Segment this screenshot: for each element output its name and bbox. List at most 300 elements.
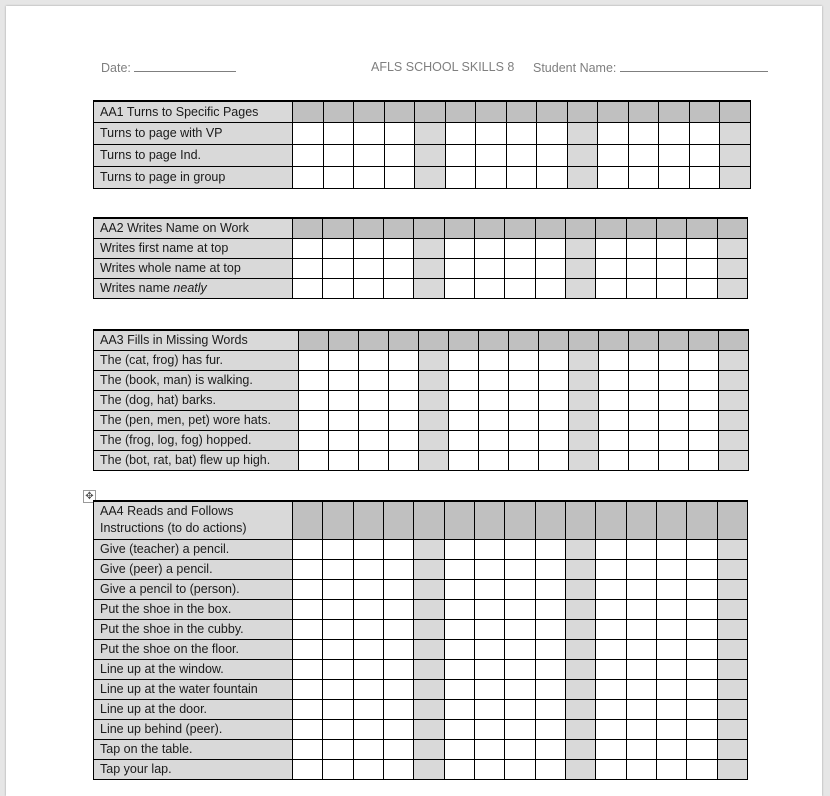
score-cell[interactable]: [626, 739, 656, 759]
score-cell[interactable]: [414, 238, 444, 258]
score-cell[interactable]: [445, 122, 476, 144]
score-cell[interactable]: [384, 619, 414, 639]
score-cell[interactable]: [719, 350, 749, 370]
score-cell[interactable]: [415, 144, 446, 166]
score-cell[interactable]: [565, 739, 595, 759]
score-cell[interactable]: [535, 639, 565, 659]
score-cell[interactable]: [444, 659, 474, 679]
score-cell[interactable]: [475, 258, 505, 278]
score-cell[interactable]: [353, 719, 383, 739]
score-cell[interactable]: [354, 166, 385, 188]
score-cell[interactable]: [539, 370, 569, 390]
score-cell[interactable]: [475, 639, 505, 659]
score-cell[interactable]: [628, 166, 659, 188]
score-cell[interactable]: [353, 639, 383, 659]
score-cell[interactable]: [659, 410, 689, 430]
score-cell[interactable]: [449, 370, 479, 390]
score-cell[interactable]: [479, 370, 509, 390]
score-cell[interactable]: [656, 599, 686, 619]
score-cell[interactable]: [293, 739, 323, 759]
score-cell[interactable]: [569, 430, 599, 450]
score-cell[interactable]: [353, 599, 383, 619]
score-cell[interactable]: [599, 390, 629, 410]
score-cell[interactable]: [689, 350, 719, 370]
score-cell[interactable]: [444, 238, 474, 258]
score-cell[interactable]: [539, 450, 569, 470]
score-cell[interactable]: [505, 278, 535, 298]
score-cell[interactable]: [569, 350, 599, 370]
score-cell[interactable]: [659, 430, 689, 450]
score-cell[interactable]: [565, 719, 595, 739]
score-cell[interactable]: [656, 739, 686, 759]
score-cell[interactable]: [687, 639, 717, 659]
score-cell[interactable]: [354, 144, 385, 166]
score-cell[interactable]: [384, 679, 414, 699]
score-cell[interactable]: [535, 539, 565, 559]
score-cell[interactable]: [535, 258, 565, 278]
score-cell[interactable]: [353, 699, 383, 719]
score-cell[interactable]: [596, 599, 626, 619]
score-cell[interactable]: [389, 410, 419, 430]
score-cell[interactable]: [687, 619, 717, 639]
score-cell[interactable]: [719, 430, 749, 450]
score-cell[interactable]: [389, 450, 419, 470]
score-cell[interactable]: [476, 122, 507, 144]
score-cell[interactable]: [323, 739, 353, 759]
score-cell[interactable]: [656, 559, 686, 579]
score-cell[interactable]: [596, 258, 626, 278]
score-cell[interactable]: [445, 166, 476, 188]
score-cell[interactable]: [717, 739, 748, 759]
score-cell[interactable]: [689, 122, 720, 144]
score-cell[interactable]: [539, 390, 569, 410]
score-cell[interactable]: [359, 430, 389, 450]
score-cell[interactable]: [299, 350, 329, 370]
score-cell[interactable]: [444, 278, 474, 298]
score-cell[interactable]: [389, 350, 419, 370]
score-cell[interactable]: [475, 278, 505, 298]
score-cell[interactable]: [626, 759, 656, 779]
score-cell[interactable]: [293, 679, 323, 699]
score-cell[interactable]: [565, 659, 595, 679]
score-cell[interactable]: [537, 166, 568, 188]
score-cell[interactable]: [687, 579, 717, 599]
score-cell[interactable]: [506, 144, 537, 166]
score-cell[interactable]: [626, 579, 656, 599]
score-cell[interactable]: [656, 278, 686, 298]
score-cell[interactable]: [293, 122, 324, 144]
score-cell[interactable]: [565, 258, 595, 278]
score-cell[interactable]: [505, 739, 535, 759]
score-cell[interactable]: [384, 599, 414, 619]
score-cell[interactable]: [626, 619, 656, 639]
score-cell[interactable]: [629, 450, 659, 470]
score-cell[interactable]: [419, 350, 449, 370]
score-cell[interactable]: [599, 370, 629, 390]
score-cell[interactable]: [565, 539, 595, 559]
score-cell[interactable]: [569, 390, 599, 410]
score-cell[interactable]: [475, 619, 505, 639]
score-cell[interactable]: [506, 166, 537, 188]
score-cell[interactable]: [599, 430, 629, 450]
score-cell[interactable]: [505, 539, 535, 559]
score-cell[interactable]: [599, 350, 629, 370]
score-cell[interactable]: [687, 659, 717, 679]
score-cell[interactable]: [414, 659, 444, 679]
score-cell[interactable]: [384, 238, 414, 258]
score-cell[interactable]: [505, 619, 535, 639]
score-cell[interactable]: [353, 659, 383, 679]
score-cell[interactable]: [505, 659, 535, 679]
score-cell[interactable]: [720, 166, 751, 188]
score-cell[interactable]: [323, 699, 353, 719]
score-cell[interactable]: [293, 599, 323, 619]
score-cell[interactable]: [656, 679, 686, 699]
score-cell[interactable]: [419, 390, 449, 410]
score-cell[interactable]: [596, 659, 626, 679]
score-cell[interactable]: [353, 739, 383, 759]
score-cell[interactable]: [505, 679, 535, 699]
score-cell[interactable]: [535, 559, 565, 579]
student-name-field[interactable]: [533, 60, 768, 75]
score-cell[interactable]: [689, 370, 719, 390]
score-cell[interactable]: [293, 639, 323, 659]
score-cell[interactable]: [626, 238, 656, 258]
score-cell[interactable]: [599, 450, 629, 470]
date-blank[interactable]: [134, 60, 236, 72]
score-cell[interactable]: [629, 390, 659, 410]
score-cell[interactable]: [323, 599, 353, 619]
score-cell[interactable]: [565, 278, 595, 298]
score-cell[interactable]: [539, 430, 569, 450]
score-cell[interactable]: [293, 144, 324, 166]
score-cell[interactable]: [449, 390, 479, 410]
score-cell[interactable]: [687, 679, 717, 699]
score-cell[interactable]: [415, 166, 446, 188]
score-cell[interactable]: [299, 370, 329, 390]
score-cell[interactable]: [535, 238, 565, 258]
score-cell[interactable]: [719, 450, 749, 470]
score-cell[interactable]: [659, 144, 690, 166]
score-cell[interactable]: [596, 639, 626, 659]
score-cell[interactable]: [384, 699, 414, 719]
score-cell[interactable]: [687, 739, 717, 759]
score-cell[interactable]: [565, 599, 595, 619]
score-cell[interactable]: [323, 559, 353, 579]
score-cell[interactable]: [444, 599, 474, 619]
score-cell[interactable]: [475, 719, 505, 739]
score-cell[interactable]: [293, 579, 323, 599]
score-cell[interactable]: [505, 639, 535, 659]
score-cell[interactable]: [475, 739, 505, 759]
score-cell[interactable]: [717, 639, 748, 659]
score-cell[interactable]: [323, 639, 353, 659]
date-field[interactable]: [101, 60, 236, 75]
score-cell[interactable]: [565, 579, 595, 599]
score-cell[interactable]: [719, 390, 749, 410]
score-cell[interactable]: [717, 539, 748, 559]
score-cell[interactable]: [596, 759, 626, 779]
score-cell[interactable]: [323, 258, 353, 278]
score-cell[interactable]: [596, 278, 626, 298]
score-cell[interactable]: [323, 619, 353, 639]
score-cell[interactable]: [389, 370, 419, 390]
score-cell[interactable]: [717, 699, 748, 719]
score-cell[interactable]: [717, 559, 748, 579]
score-cell[interactable]: [569, 410, 599, 430]
score-cell[interactable]: [479, 450, 509, 470]
score-cell[interactable]: [537, 144, 568, 166]
score-cell[interactable]: [659, 350, 689, 370]
score-cell[interactable]: [353, 559, 383, 579]
score-cell[interactable]: [505, 258, 535, 278]
score-cell[interactable]: [449, 410, 479, 430]
score-cell[interactable]: [444, 719, 474, 739]
score-cell[interactable]: [444, 579, 474, 599]
score-cell[interactable]: [659, 450, 689, 470]
score-cell[interactable]: [329, 430, 359, 450]
score-cell[interactable]: [626, 659, 656, 679]
score-cell[interactable]: [717, 579, 748, 599]
score-cell[interactable]: [414, 739, 444, 759]
score-cell[interactable]: [384, 559, 414, 579]
score-cell[interactable]: [689, 144, 720, 166]
score-cell[interactable]: [656, 579, 686, 599]
score-cell[interactable]: [717, 238, 748, 258]
score-cell[interactable]: [505, 238, 535, 258]
score-cell[interactable]: [535, 699, 565, 719]
score-cell[interactable]: [656, 639, 686, 659]
score-cell[interactable]: [479, 350, 509, 370]
score-cell[interactable]: [359, 370, 389, 390]
score-cell[interactable]: [656, 619, 686, 639]
score-cell[interactable]: [444, 559, 474, 579]
score-cell[interactable]: [323, 539, 353, 559]
score-cell[interactable]: [535, 739, 565, 759]
score-cell[interactable]: [596, 699, 626, 719]
score-cell[interactable]: [626, 258, 656, 278]
score-cell[interactable]: [687, 699, 717, 719]
score-cell[interactable]: [323, 238, 353, 258]
score-cell[interactable]: [720, 122, 751, 144]
score-cell[interactable]: [414, 619, 444, 639]
score-cell[interactable]: [629, 410, 659, 430]
score-cell[interactable]: [565, 619, 595, 639]
score-cell[interactable]: [656, 659, 686, 679]
score-cell[interactable]: [476, 144, 507, 166]
score-cell[interactable]: [719, 410, 749, 430]
score-cell[interactable]: [444, 739, 474, 759]
score-cell[interactable]: [475, 679, 505, 699]
score-cell[interactable]: [384, 539, 414, 559]
score-cell[interactable]: [567, 122, 598, 144]
score-cell[interactable]: [628, 122, 659, 144]
score-cell[interactable]: [596, 719, 626, 739]
score-cell[interactable]: [293, 559, 323, 579]
score-cell[interactable]: [323, 166, 354, 188]
score-cell[interactable]: [329, 370, 359, 390]
score-cell[interactable]: [419, 410, 449, 430]
score-cell[interactable]: [293, 278, 323, 298]
score-cell[interactable]: [596, 238, 626, 258]
score-cell[interactable]: [717, 679, 748, 699]
score-cell[interactable]: [565, 559, 595, 579]
score-cell[interactable]: [323, 659, 353, 679]
score-cell[interactable]: [384, 579, 414, 599]
score-cell[interactable]: [389, 430, 419, 450]
score-cell[interactable]: [293, 759, 323, 779]
score-cell[interactable]: [299, 410, 329, 430]
score-cell[interactable]: [329, 450, 359, 470]
score-cell[interactable]: [596, 539, 626, 559]
score-cell[interactable]: [414, 639, 444, 659]
score-cell[interactable]: [535, 679, 565, 699]
score-cell[interactable]: [656, 539, 686, 559]
score-cell[interactable]: [509, 350, 539, 370]
score-cell[interactable]: [598, 122, 629, 144]
score-cell[interactable]: [535, 719, 565, 739]
score-cell[interactable]: [535, 579, 565, 599]
score-cell[interactable]: [384, 122, 415, 144]
score-cell[interactable]: [687, 258, 717, 278]
table-move-handle-icon[interactable]: ✥: [83, 490, 96, 503]
score-cell[interactable]: [444, 619, 474, 639]
score-cell[interactable]: [414, 699, 444, 719]
score-cell[interactable]: [537, 122, 568, 144]
score-cell[interactable]: [293, 238, 323, 258]
score-cell[interactable]: [444, 539, 474, 559]
score-cell[interactable]: [353, 238, 383, 258]
score-cell[interactable]: [565, 679, 595, 699]
score-cell[interactable]: [475, 579, 505, 599]
score-cell[interactable]: [689, 166, 720, 188]
score-cell[interactable]: [293, 619, 323, 639]
score-cell[interactable]: [659, 370, 689, 390]
score-cell[interactable]: [414, 258, 444, 278]
score-cell[interactable]: [323, 679, 353, 699]
score-cell[interactable]: [659, 390, 689, 410]
score-cell[interactable]: [509, 450, 539, 470]
score-cell[interactable]: [299, 430, 329, 450]
score-cell[interactable]: [419, 430, 449, 450]
score-cell[interactable]: [596, 559, 626, 579]
score-cell[interactable]: [293, 539, 323, 559]
score-cell[interactable]: [596, 579, 626, 599]
score-cell[interactable]: [384, 739, 414, 759]
score-cell[interactable]: [626, 699, 656, 719]
score-cell[interactable]: [293, 699, 323, 719]
score-cell[interactable]: [535, 759, 565, 779]
score-cell[interactable]: [479, 410, 509, 430]
score-cell[interactable]: [323, 759, 353, 779]
score-cell[interactable]: [299, 450, 329, 470]
score-cell[interactable]: [475, 699, 505, 719]
score-cell[interactable]: [659, 166, 690, 188]
score-cell[interactable]: [717, 278, 748, 298]
score-cell[interactable]: [353, 679, 383, 699]
score-cell[interactable]: [475, 238, 505, 258]
score-cell[interactable]: [689, 390, 719, 410]
score-cell[interactable]: [505, 719, 535, 739]
score-cell[interactable]: [596, 739, 626, 759]
score-cell[interactable]: [506, 122, 537, 144]
score-cell[interactable]: [414, 579, 444, 599]
score-cell[interactable]: [539, 410, 569, 430]
score-cell[interactable]: [384, 719, 414, 739]
score-cell[interactable]: [509, 390, 539, 410]
score-cell[interactable]: [475, 559, 505, 579]
score-cell[interactable]: [384, 278, 414, 298]
score-cell[interactable]: [717, 258, 748, 278]
score-cell[interactable]: [384, 166, 415, 188]
score-cell[interactable]: [628, 144, 659, 166]
score-cell[interactable]: [445, 144, 476, 166]
score-cell[interactable]: [419, 450, 449, 470]
score-cell[interactable]: [687, 759, 717, 779]
score-cell[interactable]: [717, 619, 748, 639]
score-cell[interactable]: [689, 410, 719, 430]
score-cell[interactable]: [687, 238, 717, 258]
score-cell[interactable]: [687, 278, 717, 298]
score-cell[interactable]: [384, 144, 415, 166]
score-cell[interactable]: [353, 539, 383, 559]
score-cell[interactable]: [505, 599, 535, 619]
score-cell[interactable]: [449, 430, 479, 450]
score-cell[interactable]: [509, 370, 539, 390]
score-cell[interactable]: [414, 759, 444, 779]
score-cell[interactable]: [323, 719, 353, 739]
score-cell[interactable]: [598, 144, 629, 166]
score-cell[interactable]: [353, 759, 383, 779]
score-cell[interactable]: [656, 719, 686, 739]
score-cell[interactable]: [505, 699, 535, 719]
score-cell[interactable]: [687, 719, 717, 739]
score-cell[interactable]: [565, 699, 595, 719]
score-cell[interactable]: [359, 390, 389, 410]
score-cell[interactable]: [656, 258, 686, 278]
score-cell[interactable]: [717, 759, 748, 779]
score-cell[interactable]: [535, 619, 565, 639]
score-cell[interactable]: [359, 350, 389, 370]
score-cell[interactable]: [354, 122, 385, 144]
score-cell[interactable]: [414, 539, 444, 559]
score-cell[interactable]: [444, 699, 474, 719]
score-cell[interactable]: [414, 599, 444, 619]
score-cell[interactable]: [449, 450, 479, 470]
score-cell[interactable]: [329, 410, 359, 430]
score-cell[interactable]: [509, 430, 539, 450]
score-cell[interactable]: [629, 430, 659, 450]
score-cell[interactable]: [626, 599, 656, 619]
score-cell[interactable]: [720, 144, 751, 166]
score-cell[interactable]: [479, 390, 509, 410]
score-cell[interactable]: [414, 719, 444, 739]
score-cell[interactable]: [414, 559, 444, 579]
score-cell[interactable]: [717, 659, 748, 679]
score-cell[interactable]: [567, 144, 598, 166]
score-cell[interactable]: [444, 639, 474, 659]
score-cell[interactable]: [415, 122, 446, 144]
score-cell[interactable]: [717, 719, 748, 739]
score-cell[interactable]: [293, 258, 323, 278]
score-cell[interactable]: [419, 370, 449, 390]
score-cell[interactable]: [596, 679, 626, 699]
score-cell[interactable]: [389, 390, 419, 410]
score-cell[interactable]: [323, 579, 353, 599]
score-cell[interactable]: [353, 619, 383, 639]
score-cell[interactable]: [384, 659, 414, 679]
score-cell[interactable]: [475, 759, 505, 779]
